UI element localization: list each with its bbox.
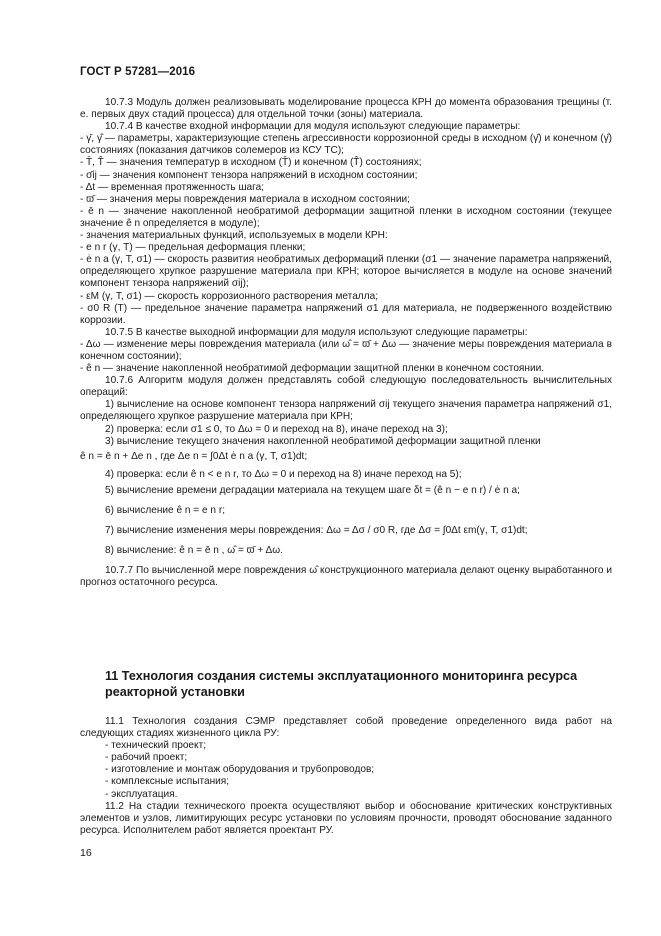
paragraph-10-7-5: 10.7.5 В качестве выходной информации для модуля используют следующие параметры: bbox=[105, 326, 528, 338]
input-param-material-functions: - значения материальных функций, используемых в модели КРН: bbox=[80, 230, 388, 242]
material-function-limit-strain: - e n r (γ, T) — предельная деформация пленки; bbox=[80, 242, 306, 254]
page-number: 16 bbox=[80, 847, 92, 859]
material-function-limit-stress: - σ0 R (T) — предельное значение параметра напряжений σ1 для материала, не подверженного воздействию коррозии. bbox=[80, 302, 612, 326]
input-param-timestep: - Δt — временная протяженность шага; bbox=[80, 181, 265, 193]
list-item: - изготовление и монтаж оборудования и трубопроводов; bbox=[105, 764, 375, 776]
input-param-gamma: - γ̄, γ̂ — параметры, характеризующие степень агрессивности коррозионной среды в исходном (γ̄) и конечном (γ̂) состояниях (показания датчиков солемеров из КСУ ТС); bbox=[80, 133, 612, 157]
algorithm-step-1: 1) вычисление на основе компонент тензора напряжений σij текущего значения параметра напряжений σ1, определяющего хрупкое разрушение материала при КРН; bbox=[80, 399, 612, 423]
list-item: - технический проект; bbox=[105, 740, 207, 752]
input-param-damage: - ϖ̄ — значения меры повреждения материала в исходном состоянии; bbox=[80, 193, 410, 205]
algorithm-step-2: 2) проверка: если σ1 ≤ 0, то Δω = 0 и переход на 8), иначе переход на 3); bbox=[105, 423, 448, 435]
list-item: - рабочий проект; bbox=[105, 752, 188, 764]
section-11-heading: 11 Технология создания системы эксплуатационного мониторинга ресурса реакторной установки bbox=[105, 669, 578, 699]
input-param-stress: - σ̄ij — значения компонент тензора напряжений в исходном состоянии; bbox=[80, 169, 418, 181]
material-function-strain-rate: - ė n a (γ, T, σ1) — скорость развития необратимых деформаций пленки (σ1 — значение параметра напряжений, определяющего хрупкое разрушение материала при КРН; которое вычисляется в модуле на основе значений компонент тензора напряжений σij); bbox=[80, 254, 612, 290]
algorithm-step-3: 3) вычисление текущего значения накопленной необратимой деформации защитной пленки bbox=[105, 435, 541, 447]
equation-film-strain: ê n = ē n + Δe n , где Δe n = ∫0Δt ė n a (γ, T, σ1)dt; bbox=[80, 450, 308, 462]
algorithm-step-8: 8) вычисление: ê n = ē n , ω̂ = ϖ̄ + Δω. bbox=[105, 545, 283, 557]
paragraph-11-1: 11.1 Технология создания СЭМР представляет собой проведение определенного вида работ на следующих стадиях жизненного цикла РУ: bbox=[80, 716, 612, 740]
paragraph-10-7-7: 10.7.7 По вычисленной мере повреждения ω̂ конструкционного материала делают оценку выработанного и прогноз остаточного ресурса. bbox=[80, 565, 612, 589]
input-param-temperature: - T̄, T̂ — значения температур в исходном (T̄) и конечном (T̂) состояниях; bbox=[80, 157, 422, 169]
algorithm-step-4: 4) проверка: если ê n < e n r, то Δω = 0 и переход на 8) иначе переход на 5); bbox=[105, 468, 462, 480]
equation-film-strain-row bbox=[80, 451, 612, 463]
material-function-corrosion-rate: - εM (γ, T, σ1) — скорость коррозионного растворения металла; bbox=[80, 290, 379, 302]
paragraph-10-7-6: 10.7.6 Алгоритм модуля должен представлять собой следующую последовательность вычислительных операций: bbox=[80, 375, 612, 399]
list-item: - эксплуатация. bbox=[105, 788, 178, 800]
algorithm-step-7: 7) вычисление изменения меры повреждения: Δω = Δσ / σ0 R, где Δσ = ∫0Δt εm(γ, T, σ1)dt; bbox=[105, 525, 528, 537]
paragraph-10-7-4: 10.7.4 В качестве входной информации для модуля используют следующие параметры: bbox=[105, 121, 521, 133]
section-10-body bbox=[80, 97, 612, 589]
algorithm-step-5: 5) вычисление времени деградации материала на текущем шаге δt = (ê n − e n r) / ė n a; bbox=[105, 484, 520, 496]
algorithm-formula-steps bbox=[105, 469, 612, 557]
input-param-film-strain: - ē n — значение накопленной необратимой деформации защитной пленки в исходном состоянии (текущее значение ê n определяется в модуле); bbox=[80, 205, 612, 229]
output-param-damage: - Δω — изменение меры повреждения материала (или ω̂ = ϖ̄ + Δω — значение меры повреждения материала в конечном состоянии); bbox=[80, 338, 612, 362]
list-item: - комплексные испытания; bbox=[105, 776, 230, 788]
output-param-film-strain: - ê n — значение накопленной необратимой деформации защитной пленки в конечном состоянии. bbox=[80, 363, 545, 375]
algorithm-step-6: 6) вычисление ê n = e n r; bbox=[105, 505, 226, 516]
paragraph-10-7-3: 10.7.3 Модуль должен реализовывать моделирование процесса КРН до момента образования трещины (т. е. первых двух стадий процесса) для отдельной точки (зоны) материала. bbox=[80, 97, 612, 121]
section-11-body bbox=[80, 716, 612, 837]
paragraph-11-2: 11.2 На стадии технического проекта осуществляют выбор и обоснование критических конструктивных элементов и узлов, лимитирующих ресурс установки по условиям прочности, проводят обоснование заданного ресурса. Исполнителем работ является проектант РУ. bbox=[80, 800, 612, 836]
page-header: ГОСТ Р 57281—2016 bbox=[80, 66, 196, 78]
